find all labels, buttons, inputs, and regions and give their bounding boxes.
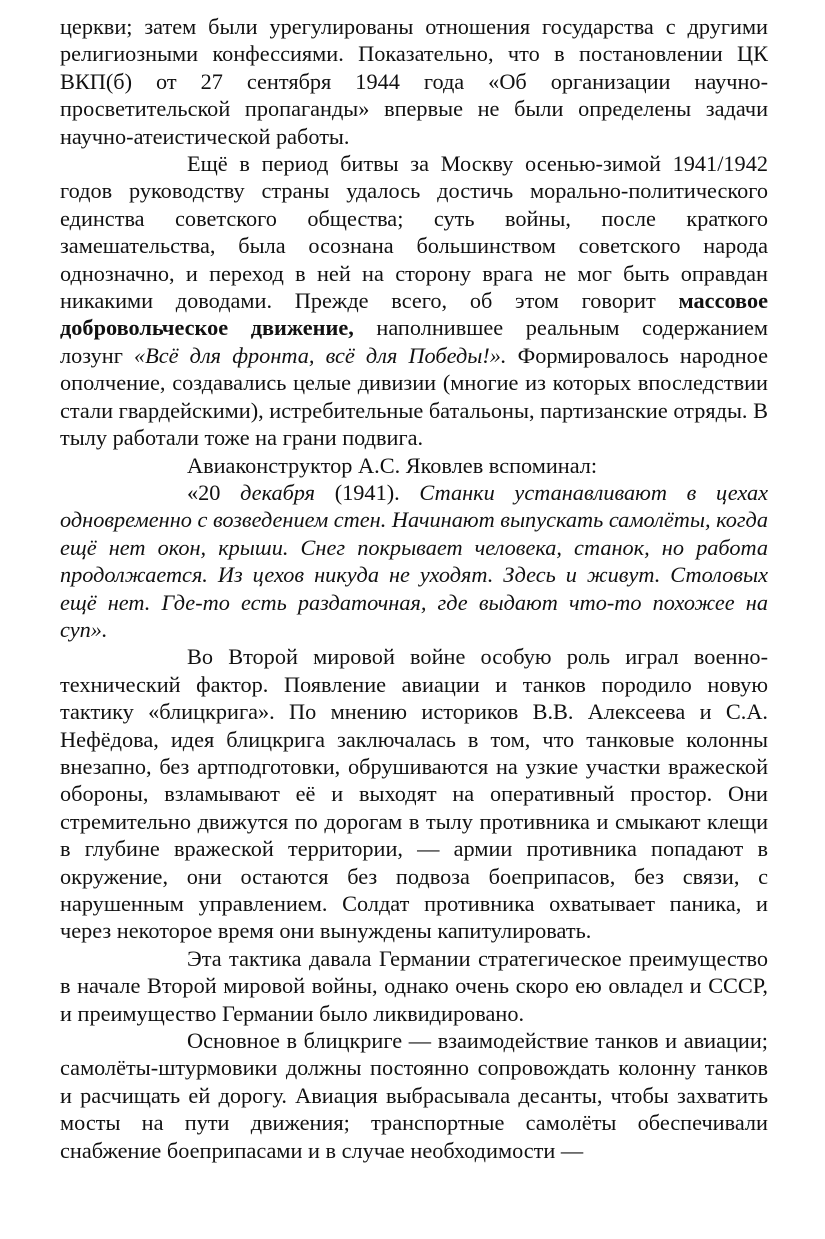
paragraph-1 [60,13,768,150]
paragraph-6-text: Эта тактика давала Германии стратегическое преимущество в начале Второй мировой войны, однако очень скоро ею овладел и СССР, и преимущество Германии было ликвидировано. [60,945,768,1026]
paragraph-1-text: церкви; затем были урегулированы отношения государства с другими религиозными конфессиями. Показательно, что в постановлении ЦК ВКП(б) от 27 сентября 1944 года «Об организации научно-просветительской пропаганды» впервые не были определены задачи научно-атеистической работы. [60,14,768,149]
bold-phrase: массовое добровольческое движение, [60,288,768,341]
paragraph-2-text-start: Ещё в период битвы за Москву осенью-зимой 1941/1942 годов руководству страны удалось достичь морально-политического единства советского общества; суть войны, после краткого замешательства, была осознана большинством советского народа однозначно, и переход в ней на сторону врага не мог быть оправдан никакими доводами. Прежде всего, об этом говорит [60,151,768,314]
paragraph-4-quote [60,479,768,643]
paragraph-6 [60,945,768,1027]
paragraph-2-text-end: Формировалось народное ополчение, создавались целые дивизии (многие из которых впоследствии стали гвардейскими), истребительные батальоны, партизанские отряды. В тылу работали тоже на грани подвига. [60,342,768,451]
quote-date-open: «20 [187,479,241,505]
paragraph-2-text-middle: наполнившее реальным содержанием лозунг [60,315,769,368]
paragraph-3-text: Авиаконструктор А.С. Яковлев вспоминал: [187,452,598,478]
paragraph-7-text: Основное в блицкриге — взаимодействие танков и авиации; самолёты-штурмовики должны постоянно сопровождать колонну танков и расчищать ей дорогу. Авиация выбрасывала десанты, чтобы захватить мосты на пути движения; транспортные самолёты обеспечивали снабжение боеприпасами и в случае необходимости — [60,1028,768,1163]
paragraph-2 [60,150,768,451]
quote-text: Станки устанавливают в цехах одновременно с возведением стен. Начинают выпускать самолёты, когда ещё нет окон, крыши. Снег покрывает человека, станок, но работа продолжается. Из цехов никуда не уходят. Здесь и живут. Столовых ещё нет. Где-то есть раздаточная, где выдают что-то похожее на суп». [60,479,768,642]
slogan-quote: «Всё для фронта, всё для Победы!». [133,342,507,368]
quote-date-month: декабря [240,479,316,505]
paragraph-7 [60,1027,768,1164]
paragraph-5-text: Во Второй мировой войне особую роль играл военно-технический фактор. Появление авиации и танков породило новую тактику «блицкрига». По мнению историков В.В. Алексеева и С.А. Нефёдова, идея блицкрига заключалась в том, что танковые колонны внезапно, без артподготовки, обрушиваются на узкие участки вражеской обороны, взламывают её и выходят на оперативный простор. Они стремительно движутся по дорогам в тылу противника и смыкают клещи в глубине вражеской территории, — армии противника попадают в окружение, они остаются без подвоза боеприпасов, без связи, с нарушенным управлением. Солдат противника охватывает паника, и через некоторое время они вынуждены капитулировать. [60,644,768,944]
paragraph-3 [60,452,768,479]
quote-date-year: (1941). [315,479,420,505]
paragraph-5 [60,643,768,944]
